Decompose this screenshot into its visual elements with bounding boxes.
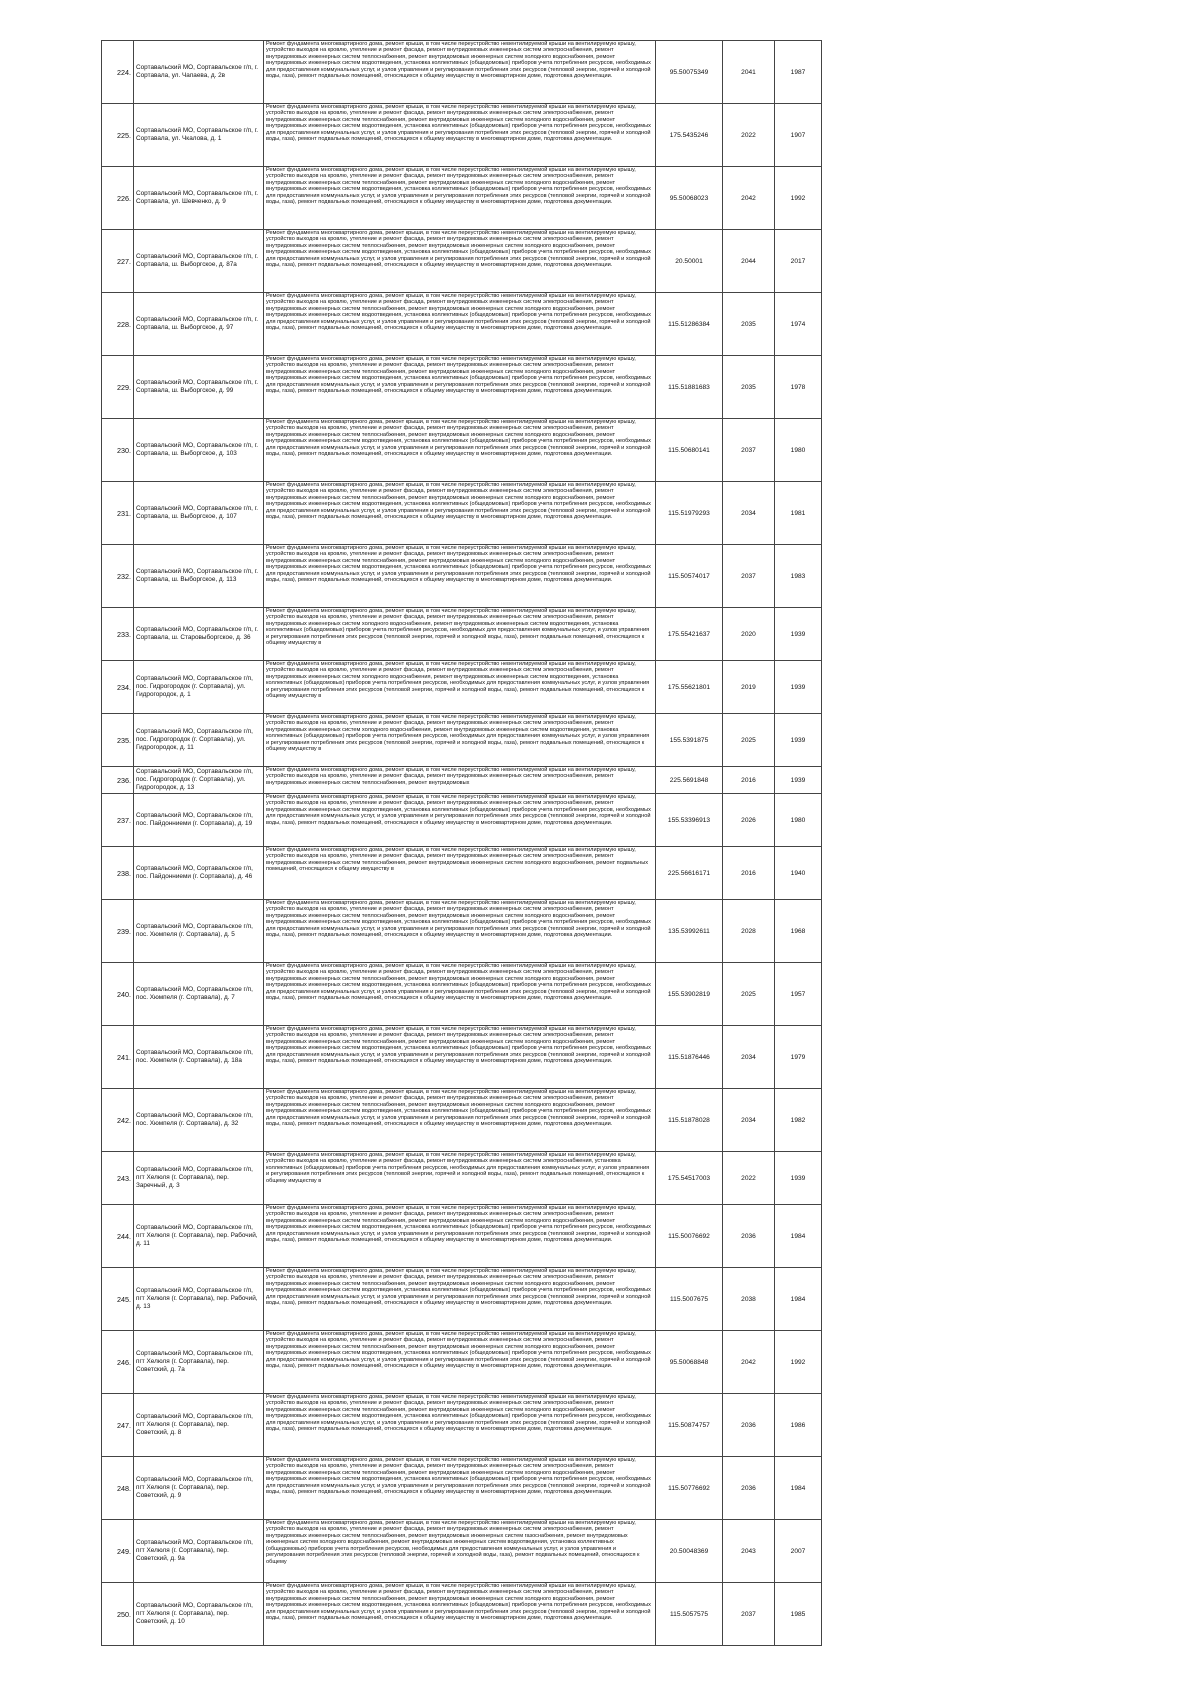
works-text: Ремонт фундамента многоквартирного дома, ремонт крыши, в том числе переустройство невентилируемой крыши на вентилируемую крышу, устройство выходов на кровлю, утепление и ремонт фасада, ремонт внутридомовых инженерных систем электроснабжения, ремонт внутридомовых инженерных систем теплоснабжения, ремонт внутридомовых	[266, 767, 636, 786]
works-text: Ремонт фундамента многоквартирного дома, ремонт крыши, в том числе переустройство невентилируемой крыши на вентилируемую крышу, устройство выходов на кровлю, утепление и ремонт фасада, ремонт внутридомовых инженерных систем электроснабжения, ремонт внутридомовых инженерных систем теплоснабжения, ремонт внутридомовых инженерных систем холодного водоснабжения, ремонт внутридомовых инженерных систем водоотведения, установка коллективных (общедомовых) приборов учета потребления ресурсов, необходимых для предоставления коммунальных услуг, и узлов управления и регулирования потребления этих ресурсов (тепловой энергии, горячей и холодной воды, газа), ремонт подвальных помещений, относящихся к общему имуществу в многоквартирном доме, подготовка документации.	[266, 1331, 651, 1370]
build-year-cell: 2017	[775, 230, 822, 293]
works-list-cell	[264, 1331, 656, 1394]
works-list-cell	[264, 545, 656, 608]
build-year-cell: 1984	[775, 1205, 822, 1268]
table-row	[102, 356, 822, 419]
planned-year-cell: 2042	[723, 167, 775, 230]
cost-cell: 225.5691848	[656, 767, 723, 794]
build-year-cell: 1981	[775, 482, 822, 545]
planned-year-cell: 2041	[723, 41, 775, 104]
cost-cell: 175.55621801	[656, 661, 723, 714]
build-year-cell: 1939	[775, 661, 822, 714]
row-number-cell: 240.	[102, 963, 134, 1026]
table-row	[102, 714, 822, 767]
build-year-cell: 1939	[775, 1152, 822, 1205]
address-cell: Сортавальский МО, Сортавальское г/п, пос. Хюмпеля (г. Сортавала), д. 7	[134, 963, 264, 1026]
table-row	[102, 1152, 822, 1205]
works-text: Ремонт фундамента многоквартирного дома, ремонт крыши, в том числе переустройство невентилируемой крыши на вентилируемую крышу, устройство выходов на кровлю, утепление и ремонт фасада, ремонт внутридомовых инженерных систем электроснабжения, ремонт внутридомовых инженерных систем теплоснабжения, ремонт внутридомовых инженерных систем холодного водоснабжения, ремонт внутридомовых инженерных систем водоотведения, установка коллективных (общедомовых) приборов учета потребления ресурсов, необходимых для предоставления коммунальных услуг, и узлов управления и регулирования потребления этих ресурсов (тепловой энергии, горячей и холодной воды, газа), ремонт подвальных помещений, относящихся к общему имуществу в многоквартирном доме, подготовка документации.	[266, 1205, 651, 1244]
cost-cell: 155.5391875	[656, 714, 723, 767]
works-list-cell	[264, 230, 656, 293]
planned-year-cell: 2042	[723, 1331, 775, 1394]
address-cell: Сортавальский МО, Сортавальское г/п, пос. Хюмпеля (г. Сортавала), д. 18а	[134, 1026, 264, 1089]
planned-year-cell: 2036	[723, 1205, 775, 1268]
row-number-cell: 241.	[102, 1026, 134, 1089]
works-text: Ремонт фундамента многоквартирного дома, ремонт крыши, в том числе переустройство невентилируемой крыши на вентилируемую крышу, устройство выходов на кровлю, утепление и ремонт фасада, ремонт внутридомовых инженерных систем электроснабжения, ремонт внутридомовых инженерных систем теплоснабжения, ремонт внутридомовых инженерных систем холодного водоснабжения, ремонт внутридомовых инженерных систем водоотведения, установка коллективных (общедомовых) приборов учета потребления ресурсов, необходимых для предоставления коммунальных услуг, и узлов управления и регулирования потребления этих ресурсов (тепловой энергии, горячей и холодной воды, газа), ремонт подвальных помещений, относящихся к общему имуществу в многоквартирном доме, подготовка документации.	[266, 482, 651, 521]
table-row	[102, 41, 822, 104]
address-cell: Сортавальский МО, Сортавальское г/п, пгт Хелюля (г. Сортавала), пер. Рабочий, д. 11	[134, 1205, 264, 1268]
build-year-cell: 1939	[775, 714, 822, 767]
works-list-cell	[264, 608, 656, 661]
works-text: Ремонт фундамента многоквартирного дома, ремонт крыши, в том числе переустройство невентилируемой крыши на вентилируемую крышу, устройство выходов на кровлю, утепление и ремонт фасада, ремонт внутридомовых инженерных систем электроснабжения, установка коллективных (общедомовых) приборов учета потребления ресурсов, необходимых для предоставления коммунальных услуг, и узлов управления и регулирования потребления этих ресурсов (тепловой энергии, горячей и холодной воды, газа), ремонт подвальных помещений, относящихся к общему имуществу в	[266, 1152, 650, 1184]
planned-year-cell: 2022	[723, 1152, 775, 1205]
build-year-cell: 1983	[775, 545, 822, 608]
address-cell: Сортавальский МО, Сортавальское г/п, г. Сортавала, ш. Выборгское, д. 113	[134, 545, 264, 608]
row-number-cell: 243.	[102, 1152, 134, 1205]
build-year-cell: 1957	[775, 963, 822, 1026]
address-cell: Сортавальский МО, Сортавальское г/п, пгт Хелюля (г. Сортавала), пер. Советский, д. 8	[134, 1394, 264, 1457]
works-list-cell	[264, 767, 656, 794]
build-year-cell: 1982	[775, 1089, 822, 1152]
works-list-cell	[264, 661, 656, 714]
table-row	[102, 167, 822, 230]
works-list-cell	[264, 963, 656, 1026]
build-year-cell: 1984	[775, 1457, 822, 1520]
planned-year-cell: 2037	[723, 1583, 775, 1646]
works-list-cell	[264, 847, 656, 900]
works-list-cell	[264, 419, 656, 482]
address-cell: Сортавальский МО, Сортавальское г/п, пгт Хелюля (г. Сортавала), пер. Советский, д. 9а	[134, 1520, 264, 1583]
works-text: Ремонт фундамента многоквартирного дома, ремонт крыши, в том числе переустройство невентилируемой крыши на вентилируемую крышу, устройство выходов на кровлю, утепление и ремонт фасада, ремонт внутридомовых инженерных систем электроснабжения, ремонт внутридомовых инженерных систем теплоснабжения, ремонт внутридомовых инженерных систем холодного водоснабжения, ремонт внутридомовых инженерных систем водоотведения, установка коллективных (общедомовых) приборов учета потребления ресурсов, необходимых для предоставления коммунальных услуг, и узлов управления и регулирования потребления этих ресурсов (тепловой энергии, горячей и холодной воды, газа), ремонт подвальных помещений, относящихся к общему имуществу в многоквартирном доме, подготовка документации.	[266, 293, 651, 332]
planned-year-cell: 2019	[723, 661, 775, 714]
table-row	[102, 1268, 822, 1331]
build-year-cell: 1992	[775, 167, 822, 230]
cost-cell: 115.50680141	[656, 419, 723, 482]
build-year-cell: 1940	[775, 847, 822, 900]
cost-cell: 115.51286384	[656, 293, 723, 356]
works-text: Ремонт фундамента многоквартирного дома, ремонт крыши, в том числе переустройство невентилируемой крыши на вентилируемую крышу, устройство выходов на кровлю, утепление и ремонт фасада, ремонт внутридомовых инженерных систем электроснабжения, ремонт внутридомовых инженерных систем теплоснабжения, ремонт внутридомовых инженерных систем холодного водоснабжения, ремонт внутридомовых инженерных систем водоотведения, установка коллективных (общедомовых) приборов учета потребления ресурсов, необходимых для предоставления коммунальных услуг, и узлов управления и регулирования потребления этих ресурсов (тепловой энергии, горячей и холодной воды, газа), ремонт подвальных помещений, относящихся к общему имуществу в многоквартирном доме, подготовка документации.	[266, 41, 651, 80]
works-text: Ремонт фундамента многоквартирного дома, ремонт крыши, в том числе переустройство невентилируемой крыши на вентилируемую крышу, устройство выходов на кровлю, утепление и ремонт фасада, ремонт внутридомовых инженерных систем электроснабжения, ремонт внутридомовых инженерных систем теплоснабжения, ремонт внутридомовых инженерных систем газоснабжения, ремонт внутридомовых инженерных систем холодного водоснабжения, ремонт внутридомовых инженерных систем водоотведения, установка коллективных (общедомовых) приборов учета потребления ресурсов, необходимых для предоставления коммунальных услуг, и узлов управления и регулирования потребления этих ресурсов (тепловой энергии, горячей и холодной воды, газа), ремонт подвальных помещений, относящихся к общему	[266, 1520, 640, 1565]
planned-year-cell: 2022	[723, 104, 775, 167]
works-list-cell	[264, 900, 656, 963]
row-number-cell: 225.	[102, 104, 134, 167]
table-row	[102, 230, 822, 293]
works-list-cell	[264, 356, 656, 419]
works-text: Ремонт фундамента многоквартирного дома, ремонт крыши, в том числе переустройство невентилируемой крыши на вентилируемую крышу, устройство выходов на кровлю, утепление и ремонт фасада, ремонт внутридомовых инженерных систем электроснабжения, ремонт внутридомовых инженерных систем холодного водоснабжения, ремонт внутридомовых инженерных систем водоотведения, установка коллективных (общедомовых) приборов учета потребления ресурсов, необходимых для предоставления коммунальных услуг, и узлов управления и регулирования потребления этих ресурсов (тепловой энергии, горячей и холодной воды, газа), ремонт подвальных помещений, относящихся к общему имуществу в	[266, 714, 650, 753]
address-cell: Сортавальский МО, Сортавальское г/п, г. Сортавала, ул. Чкалова, д. 1	[134, 104, 264, 167]
cost-cell: 115.50076692	[656, 1205, 723, 1268]
row-number-cell: 229.	[102, 356, 134, 419]
address-cell: Сортавальский МО, Сортавальское г/п, г. Сортавала, ш. Выборгское, д. 99	[134, 356, 264, 419]
planned-year-cell: 2037	[723, 545, 775, 608]
cost-cell: 115.51979293	[656, 482, 723, 545]
works-text: Ремонт фундамента многоквартирного дома, ремонт крыши, в том числе переустройство невентилируемой крыши на вентилируемую крышу, устройство выходов на кровлю, утепление и ремонт фасада, ремонт внутридомовых инженерных систем электроснабжения, ремонт внутридомовых инженерных систем теплоснабжения, ремонт внутридомовых инженерных систем холодного водоснабжения, ремонт подвальных помещений, относящихся к общему имуществу в	[266, 847, 649, 873]
cost-cell: 115.5057575	[656, 1583, 723, 1646]
cost-cell: 95.50068023	[656, 167, 723, 230]
cost-cell: 115.50776692	[656, 1457, 723, 1520]
address-cell: Сортавальский МО, Сортавальское г/п, пос. Хюмпеля (г. Сортавала), д. 32	[134, 1089, 264, 1152]
row-number-cell: 250.	[102, 1583, 134, 1646]
address-cell: Сортавальский МО, Сортавальское г/п, г. Сортавала, ш. Выборгское, д. 107	[134, 482, 264, 545]
works-list-cell	[264, 1089, 656, 1152]
cost-cell: 175.54517003	[656, 1152, 723, 1205]
address-cell: Сортавальский МО, Сортавальское г/п, г. Сортавала, ул. Шевченко, д. 9	[134, 167, 264, 230]
cost-cell: 20.50001	[656, 230, 723, 293]
table-row	[102, 1089, 822, 1152]
planned-year-cell: 2037	[723, 419, 775, 482]
row-number-cell: 233.	[102, 608, 134, 661]
row-number-cell: 234.	[102, 661, 134, 714]
row-number-cell: 230.	[102, 419, 134, 482]
build-year-cell: 1974	[775, 293, 822, 356]
row-number-cell: 224.	[102, 41, 134, 104]
works-list-cell	[264, 1026, 656, 1089]
works-list-cell	[264, 714, 656, 767]
build-year-cell: 1986	[775, 1394, 822, 1457]
works-list-cell	[264, 41, 656, 104]
address-cell: Сортавальский МО, Сортавальское г/п, г. Сортавала, ш. Выборгское, д. 97	[134, 293, 264, 356]
cost-cell: 115.51881683	[656, 356, 723, 419]
address-cell: Сортавальский МО, Сортавальское г/п, пос. Хюмпеля (г. Сортавала), д. 5	[134, 900, 264, 963]
build-year-cell: 1980	[775, 794, 822, 847]
works-list-cell	[264, 1583, 656, 1646]
table-row	[102, 767, 822, 794]
planned-year-cell: 2026	[723, 794, 775, 847]
table-row	[102, 1583, 822, 1646]
works-text: Ремонт фундамента многоквартирного дома, ремонт крыши, в том числе переустройство невентилируемой крыши на вентилируемую крышу, устройство выходов на кровлю, утепление и ремонт фасада, ремонт внутридомовых инженерных систем электроснабжения, ремонт внутридомовых инженерных систем теплоснабжения, ремонт внутридомовых инженерных систем холодного водоснабжения, ремонт внутридомовых инженерных систем водоотведения, установка коллективных (общедомовых) приборов учета потребления ресурсов, необходимых для предоставления коммунальных услуг, и узлов управления и регулирования потребления этих ресурсов (тепловой энергии, горячей и холодной воды, газа), ремонт подвальных помещений, относящихся к общему имуществу в многоквартирном доме, подготовка документации.	[266, 230, 651, 269]
build-year-cell: 1939	[775, 767, 822, 794]
cost-cell: 225.56616171	[656, 847, 723, 900]
cost-cell: 175.55421637	[656, 608, 723, 661]
works-text: Ремонт фундамента многоквартирного дома, ремонт крыши, в том числе переустройство невентилируемой крыши на вентилируемую крышу, устройство выходов на кровлю, утепление и ремонт фасада, ремонт внутридомовых инженерных систем электроснабжения, ремонт внутридомовых инженерных систем теплоснабжения, ремонт внутридомовых инженерных систем холодного водоснабжения, ремонт внутридомовых инженерных систем водоотведения, установка коллективных (общедомовых) приборов учета потребления ресурсов, необходимых для предоставления коммунальных услуг, и узлов управления и регулирования потребления этих ресурсов (тепловой энергии, горячей и холодной воды, газа), ремонт подвальных помещений, относящихся к общему имуществу в многоквартирном доме, подготовка документации.	[266, 167, 651, 206]
table-row	[102, 1026, 822, 1089]
works-text: Ремонт фундамента многоквартирного дома, ремонт крыши, в том числе переустройство невентилируемой крыши на вентилируемую крышу, устройство выходов на кровлю, утепление и ремонт фасада, ремонт внутридомовых инженерных систем электроснабжения, ремонт внутридомовых инженерных систем теплоснабжения, ремонт внутридомовых инженерных систем холодного водоснабжения, ремонт внутридомовых инженерных систем водоотведения, установка коллективных (общедомовых) приборов учета потребления ресурсов, необходимых для предоставления коммунальных услуг, и узлов управления и регулирования потребления этих ресурсов (тепловой энергии, горячей и холодной воды, газа), ремонт подвальных помещений, относящихся к общему имуществу в многоквартирном доме, подготовка документации.	[266, 900, 651, 939]
row-number-cell: 236.	[102, 767, 134, 794]
cost-cell: 135.53992611	[656, 900, 723, 963]
row-number-cell: 242.	[102, 1089, 134, 1152]
address-cell: Сортавальский МО, Сортавальское г/п, пос. Пайдонниеми (г. Сортавала), д. 19	[134, 794, 264, 847]
build-year-cell: 1984	[775, 1268, 822, 1331]
works-text: Ремонт фундамента многоквартирного дома, ремонт крыши, в том числе переустройство невентилируемой крыши на вентилируемую крышу, устройство выходов на кровлю, утепление и ремонт фасада, ремонт внутридомовых инженерных систем электроснабжения, ремонт внутридомовых инженерных систем теплоснабжения, ремонт внутридомовых инженерных систем холодного водоснабжения, ремонт внутридомовых инженерных систем водоотведения, установка коллективных (общедомовых) приборов учета потребления ресурсов, необходимых для предоставления коммунальных услуг, и узлов управления и регулирования потребления этих ресурсов (тепловой энергии, горячей и холодной воды, газа), ремонт подвальных помещений, относящихся к общему имуществу в многоквартирном доме, подготовка документации.	[266, 1268, 651, 1307]
works-list-cell	[264, 794, 656, 847]
cost-cell: 115.50574017	[656, 545, 723, 608]
planned-year-cell: 2016	[723, 767, 775, 794]
row-number-cell: 248.	[102, 1457, 134, 1520]
address-cell: Сортавальский МО, Сортавальское г/п, г. Сортавала, ш. Выборгское, д. 103	[134, 419, 264, 482]
works-text: Ремонт фундамента многоквартирного дома, ремонт крыши, в том числе переустройство невентилируемой крыши на вентилируемую крышу, устройство выходов на кровлю, утепление и ремонт фасада, ремонт внутридомовых инженерных систем электроснабжения, ремонт внутридомовых инженерных систем теплоснабжения, ремонт внутридомовых инженерных систем холодного водоснабжения, ремонт внутридомовых инженерных систем водоотведения, установка коллективных (общедомовых) приборов учета потребления ресурсов, необходимых для предоставления коммунальных услуг, и узлов управления и регулирования потребления этих ресурсов (тепловой энергии, горячей и холодной воды, газа), ремонт подвальных помещений, относящихся к общему имуществу в многоквартирном доме, подготовка документации.	[266, 356, 651, 395]
row-number-cell: 245.	[102, 1268, 134, 1331]
row-number-cell: 228.	[102, 293, 134, 356]
table-row	[102, 963, 822, 1026]
address-cell: Сортавальский МО, Сортавальское г/п, г. Сортавала, ш. Выборгское, д. 87а	[134, 230, 264, 293]
document-table	[101, 40, 822, 1646]
works-list-cell	[264, 167, 656, 230]
row-number-cell: 231.	[102, 482, 134, 545]
works-text: Ремонт фундамента многоквартирного дома, ремонт крыши, в том числе переустройство невентилируемой крыши на вентилируемую крышу, устройство выходов на кровлю, утепление и ремонт фасада, ремонт внутридомовых инженерных систем электроснабжения, ремонт внутридомовых инженерных систем теплоснабжения, ремонт внутридомовых инженерных систем холодного водоснабжения, ремонт внутридомовых инженерных систем водоотведения, установка коллективных (общедомовых) приборов учета потребления ресурсов, необходимых для предоставления коммунальных услуг, и узлов управления и регулирования потребления этих ресурсов (тепловой энергии, горячей и холодной воды, газа), ремонт подвальных помещений, относящихся к общему имуществу в многоквартирном доме, подготовка документации.	[266, 1583, 651, 1622]
row-number-cell: 247.	[102, 1394, 134, 1457]
address-cell: Сортавальский МО, Сортавальское г/п, пгт Хелюля (г. Сортавала), пер. Советский, д. 7а	[134, 1331, 264, 1394]
planned-year-cell: 2044	[723, 230, 775, 293]
planned-year-cell: 2036	[723, 1457, 775, 1520]
cost-cell: 115.51876446	[656, 1026, 723, 1089]
row-number-cell: 246.	[102, 1331, 134, 1394]
build-year-cell: 2007	[775, 1520, 822, 1583]
planned-year-cell: 2034	[723, 1089, 775, 1152]
table-row	[102, 545, 822, 608]
planned-year-cell: 2035	[723, 293, 775, 356]
table-row	[102, 482, 822, 545]
table-row	[102, 900, 822, 963]
works-text: Ремонт фундамента многоквартирного дома, ремонт крыши, в том числе переустройство невентилируемой крыши на вентилируемую крышу, устройство выходов на кровлю, утепление и ремонт фасада, ремонт внутридомовых инженерных систем электроснабжения, ремонт внутридомовых инженерных систем холодного водоснабжения, ремонт внутридомовых инженерных систем водоотведения, установка коллективных (общедомовых) приборов учета потребления ресурсов, необходимых для предоставления коммунальных услуг, и узлов управления и регулирования потребления этих ресурсов (тепловой энергии, горячей и холодной воды, газа), ремонт подвальных помещений, относящихся к общему имуществу в	[266, 608, 650, 647]
planned-year-cell: 2036	[723, 1394, 775, 1457]
table-row	[102, 1520, 822, 1583]
row-number-cell: 239.	[102, 900, 134, 963]
build-year-cell: 1987	[775, 41, 822, 104]
row-number-cell: 244.	[102, 1205, 134, 1268]
table-row	[102, 104, 822, 167]
works-text: Ремонт фундамента многоквартирного дома, ремонт крыши, в том числе переустройство невентилируемой крыши на вентилируемую крышу, устройство выходов на кровлю, утепление и ремонт фасада, ремонт внутридомовых инженерных систем электроснабжения, ремонт внутридомовых инженерных систем теплоснабжения, ремонт внутридомовых инженерных систем холодного водоснабжения, ремонт внутридомовых инженерных систем водоотведения, установка коллективных (общедомовых) приборов учета потребления ресурсов, необходимых для предоставления коммунальных услуг, и узлов управления и регулирования потребления этих ресурсов (тепловой энергии, горячей и холодной воды, газа), ремонт подвальных помещений, относящихся к общему имуществу в многоквартирном доме, подготовка документации.	[266, 104, 651, 143]
address-cell: Сортавальский МО, Сортавальское г/п, пос. Гидрогородок (г. Сортавала), ул. Гидрогородок, д. 13	[134, 767, 264, 794]
cost-cell: 95.50075349	[656, 41, 723, 104]
row-number-cell: 238.	[102, 847, 134, 900]
table-row	[102, 293, 822, 356]
build-year-cell: 1980	[775, 419, 822, 482]
table-row	[102, 661, 822, 714]
works-text: Ремонт фундамента многоквартирного дома, ремонт крыши, в том числе переустройство невентилируемой крыши на вентилируемую крышу, устройство выходов на кровлю, утепление и ремонт фасада, ремонт внутридомовых инженерных систем электроснабжения, ремонт внутридомовых инженерных систем теплоснабжения, ремонт внутридомовых инженерных систем холодного водоснабжения, ремонт внутридомовых инженерных систем водоотведения, установка коллективных (общедомовых) приборов учета потребления ресурсов, необходимых для предоставления коммунальных услуг, и узлов управления и регулирования потребления этих ресурсов (тепловой энергии, горячей и холодной воды, газа), ремонт подвальных помещений, относящихся к общему имуществу в многоквартирном доме, подготовка документации.	[266, 1026, 651, 1065]
row-number-cell: 227.	[102, 230, 134, 293]
works-text: Ремонт фундамента многоквартирного дома, ремонт крыши, в том числе переустройство невентилируемой крыши на вентилируемую крышу, устройство выходов на кровлю, утепление и ремонт фасада, ремонт внутридомовых инженерных систем электроснабжения, ремонт внутридомовых инженерных систем теплоснабжения, ремонт внутридомовых инженерных систем холодного водоснабжения, ремонт внутридомовых инженерных систем водоотведения, установка коллективных (общедомовых) приборов учета потребления ресурсов, необходимых для предоставления коммунальных услуг, и узлов управления и регулирования потребления этих ресурсов (тепловой энергии, горячей и холодной воды, газа), ремонт подвальных помещений, относящихся к общему имуществу в многоквартирном доме, подготовка документации.	[266, 1457, 651, 1496]
planned-year-cell: 2043	[723, 1520, 775, 1583]
works-list-cell	[264, 1520, 656, 1583]
table-row	[102, 608, 822, 661]
works-text: Ремонт фундамента многоквартирного дома, ремонт крыши, в том числе переустройство невентилируемой крыши на вентилируемую крышу, устройство выходов на кровлю, утепление и ремонт фасада, ремонт внутридомовых инженерных систем электроснабжения, ремонт внутридомовых инженерных систем теплоснабжения, ремонт внутридомовых инженерных систем холодного водоснабжения, ремонт внутридомовых инженерных систем водоотведения, установка коллективных (общедомовых) приборов учета потребления ресурсов, необходимых для предоставления коммунальных услуг, и узлов управления и регулирования потребления этих ресурсов (тепловой энергии, горячей и холодной воды, газа), ремонт подвальных помещений, относящихся к общему имуществу в многоквартирном доме, подготовка документации.	[266, 1394, 651, 1433]
table-row	[102, 1331, 822, 1394]
row-number-cell: 232.	[102, 545, 134, 608]
planned-year-cell: 2034	[723, 1026, 775, 1089]
planned-year-cell: 2016	[723, 847, 775, 900]
table-body	[102, 41, 822, 1646]
works-text: Ремонт фундамента многоквартирного дома, ремонт крыши, в том числе переустройство невентилируемой крыши на вентилируемую крышу, устройство выходов на кровлю, утепление и ремонт фасада, ремонт внутридомовых инженерных систем электроснабжения, ремонт внутридомовых инженерных систем теплоснабжения, ремонт внутридомовых инженерных систем холодного водоснабжения, ремонт внутридомовых инженерных систем водоотведения, установка коллективных (общедомовых) приборов учета потребления ресурсов, необходимых для предоставления коммунальных услуг, и узлов управления и регулирования потребления этих ресурсов (тепловой энергии, горячей и холодной воды, газа), ремонт подвальных помещений, относящихся к общему имуществу в многоквартирном доме, подготовка документации.	[266, 545, 651, 584]
build-year-cell: 1992	[775, 1331, 822, 1394]
address-cell: Сортавальский МО, Сортавальское г/п, пос. Гидрогородок (г. Сортавала), ул. Гидрогородок, д. 11	[134, 714, 264, 767]
address-cell: Сортавальский МО, Сортавальское г/п, пгт Хелюля (г. Сортавала), пер. Заречный, д. 3	[134, 1152, 264, 1205]
address-cell: Сортавальский МО, Сортавальское г/п, г. Сортавала, ул. Чапаева, д. 2в	[134, 41, 264, 104]
build-year-cell: 1968	[775, 900, 822, 963]
build-year-cell: 1978	[775, 356, 822, 419]
works-list-cell	[264, 1394, 656, 1457]
works-list-cell	[264, 1457, 656, 1520]
build-year-cell: 1939	[775, 608, 822, 661]
works-text: Ремонт фундамента многоквартирного дома, ремонт крыши, в том числе переустройство невентилируемой крыши на вентилируемую крышу, устройство выходов на кровлю, утепление и ремонт фасада, ремонт внутридомовых инженерных систем электроснабжения, ремонт внутридомовых инженерных систем теплоснабжения, ремонт внутридомовых инженерных систем холодного водоснабжения, ремонт внутридомовых инженерных систем водоотведения, установка коллективных (общедомовых) приборов учета потребления ресурсов, необходимых для предоставления коммунальных услуг, и узлов управления и регулирования потребления этих ресурсов (тепловой энергии, горячей и холодной воды, газа), ремонт подвальных помещений, относящихся к общему имуществу в многоквартирном доме, подготовка документации.	[266, 1089, 651, 1128]
cost-cell: 115.50874757	[656, 1394, 723, 1457]
address-cell: Сортавальский МО, Сортавальское г/п, пос. Гидрогородок (г. Сортавала), ул. Гидрогородок, д. 1	[134, 661, 264, 714]
planned-year-cell: 2034	[723, 482, 775, 545]
row-number-cell: 237.	[102, 794, 134, 847]
works-list-cell	[264, 1152, 656, 1205]
works-list-cell	[264, 293, 656, 356]
table-row	[102, 1394, 822, 1457]
table-row	[102, 1457, 822, 1520]
address-cell: Сортавальский МО, Сортавальское г/п, пгт Хелюля (г. Сортавала), пер. Советский, д. 9	[134, 1457, 264, 1520]
planned-year-cell: 2035	[723, 356, 775, 419]
build-year-cell: 1907	[775, 104, 822, 167]
address-cell: Сортавальский МО, Сортавальское г/п, пос. Пайдонниеми (г. Сортавала), д. 46	[134, 847, 264, 900]
table-row	[102, 847, 822, 900]
planned-year-cell: 2038	[723, 1268, 775, 1331]
planned-year-cell: 2025	[723, 714, 775, 767]
cost-cell: 115.5007675	[656, 1268, 723, 1331]
table-row	[102, 1205, 822, 1268]
build-year-cell: 1979	[775, 1026, 822, 1089]
row-number-cell: 235.	[102, 714, 134, 767]
cost-cell: 95.50068848	[656, 1331, 723, 1394]
works-list-cell	[264, 1268, 656, 1331]
address-cell: Сортавальский МО, Сортавальское г/п, пгт Хелюля (г. Сортавала), пер. Советский, д. 10	[134, 1583, 264, 1646]
works-text: Ремонт фундамента многоквартирного дома, ремонт крыши, в том числе переустройство невентилируемой крыши на вентилируемую крышу, устройство выходов на кровлю, утепление и ремонт фасада, ремонт внутридомовых инженерных систем электроснабжения, ремонт внутридомовых инженерных систем холодного водоснабжения, ремонт внутридомовых инженерных систем водоотведения, установка коллективных (общедомовых) приборов учета потребления ресурсов, необходимых для предоставления коммунальных услуг, и узлов управления и регулирования потребления этих ресурсов (тепловой энергии, горячей и холодной воды, газа), ремонт подвальных помещений, относящихся к общему имуществу в	[266, 661, 650, 700]
works-list-cell	[264, 482, 656, 545]
works-text: Ремонт фундамента многоквартирного дома, ремонт крыши, в том числе переустройство невентилируемой крыши на вентилируемую крышу, устройство выходов на кровлю, утепление и ремонт фасада, ремонт внутридомовых инженерных систем электроснабжения, ремонт внутридомовых инженерных систем теплоснабжения, ремонт внутридомовых инженерных систем холодного водоснабжения, ремонт внутридомовых инженерных систем водоотведения, установка коллективных (общедомовых) приборов учета потребления ресурсов, необходимых для предоставления коммунальных услуг, и узлов управления и регулирования потребления этих ресурсов (тепловой энергии, горячей и холодной воды, газа), ремонт подвальных помещений, относящихся к общему имуществу в многоквартирном доме, подготовка документации.	[266, 419, 651, 458]
row-number-cell: 249.	[102, 1520, 134, 1583]
works-list-cell	[264, 104, 656, 167]
address-cell: Сортавальский МО, Сортавальское г/п, г. Сортавала, ш. Старовыборгское, д. 36	[134, 608, 264, 661]
cost-cell: 155.53396913	[656, 794, 723, 847]
table-row	[102, 419, 822, 482]
cost-cell: 20.50048369	[656, 1520, 723, 1583]
row-number-cell: 226.	[102, 167, 134, 230]
works-list-cell	[264, 1205, 656, 1268]
works-text: Ремонт фундамента многоквартирного дома, ремонт крыши, в том числе переустройство невентилируемой крыши на вентилируемую крышу, устройство выходов на кровлю, утепление и ремонт фасада, ремонт внутридомовых инженерных систем электроснабжения, ремонт внутридомовых инженерных систем водоотведения, установка коллективных (общедомовых) приборов учета потребления ресурсов, необходимых для предоставления коммунальных услуг, и узлов управления и регулирования потребления этих ресурсов (тепловой энергии, горячей и холодной воды, газа), ремонт подвальных помещений, относящихся к общему имуществу в многоквартирном доме, подготовка документации.	[266, 794, 651, 826]
table-row	[102, 794, 822, 847]
planned-year-cell: 2028	[723, 900, 775, 963]
planned-year-cell: 2020	[723, 608, 775, 661]
cost-cell: 115.51878028	[656, 1089, 723, 1152]
works-text: Ремонт фундамента многоквартирного дома, ремонт крыши, в том числе переустройство невентилируемой крыши на вентилируемую крышу, устройство выходов на кровлю, утепление и ремонт фасада, ремонт внутридомовых инженерных систем электроснабжения, ремонт внутридомовых инженерных систем теплоснабжения, ремонт внутридомовых инженерных систем холодного водоснабжения, ремонт внутридомовых инженерных систем водоотведения, установка коллективных (общедомовых) приборов учета потребления ресурсов, необходимых для предоставления коммунальных услуг, и узлов управления и регулирования потребления этих ресурсов (тепловой энергии, горячей и холодной воды, газа), ремонт подвальных помещений, относящихся к общему имуществу в многоквартирном доме, подготовка документации.	[266, 963, 651, 1002]
cost-cell: 175.5435246	[656, 104, 723, 167]
address-cell: Сортавальский МО, Сортавальское г/п, пгт Хелюля (г. Сортавала), пер. Рабочий, д. 13	[134, 1268, 264, 1331]
planned-year-cell: 2025	[723, 963, 775, 1026]
cost-cell: 155.53902819	[656, 963, 723, 1026]
build-year-cell: 1985	[775, 1583, 822, 1646]
